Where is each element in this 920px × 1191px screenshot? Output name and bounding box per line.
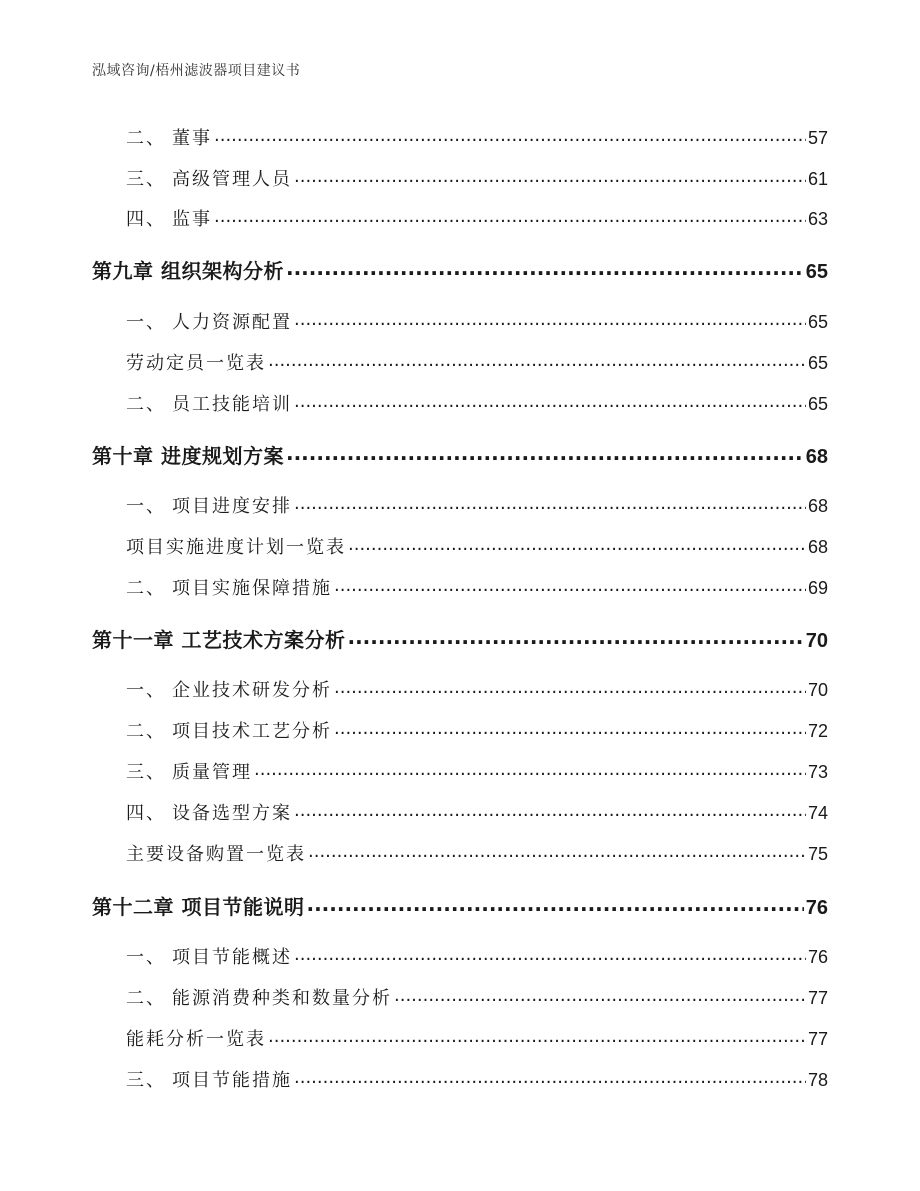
toc-entry[interactable] bbox=[126, 676, 828, 702]
toc-leader-dots bbox=[268, 351, 806, 369]
toc-entry-page: 76 bbox=[807, 947, 828, 967]
toc-entry-page: 73 bbox=[807, 762, 828, 782]
toc-leader-dots bbox=[294, 945, 806, 963]
toc-leader-dots bbox=[334, 678, 806, 696]
toc-chapter-title: 第十二章 项目节能说明 bbox=[92, 895, 305, 919]
toc-entry[interactable] bbox=[126, 984, 828, 1010]
toc-leader-dots bbox=[214, 207, 806, 225]
toc-chapter-entry[interactable] bbox=[92, 624, 828, 653]
toc-entry-number: 一、 bbox=[126, 680, 166, 701]
toc-chapter-entry[interactable] bbox=[92, 440, 828, 469]
toc-chapter-page: 70 bbox=[805, 630, 828, 652]
toc-entry-title: 人力资源配置 bbox=[172, 312, 292, 333]
toc-leader-dots bbox=[294, 801, 806, 819]
toc-entry[interactable] bbox=[126, 390, 828, 416]
toc-entry[interactable] bbox=[126, 943, 828, 969]
toc-entry-title: 董事 bbox=[172, 128, 212, 149]
toc-entry-title: 企业技术研发分析 bbox=[172, 680, 332, 701]
toc-entry[interactable] bbox=[126, 758, 828, 784]
toc-entry[interactable] bbox=[126, 349, 828, 375]
toc-entry-title: 能耗分析一览表 bbox=[126, 1029, 266, 1050]
toc-entry-title: 主要设备购置一览表 bbox=[126, 844, 306, 865]
toc-entry[interactable] bbox=[126, 492, 828, 518]
toc-entry-title: 项目实施进度计划一览表 bbox=[126, 537, 346, 558]
toc-entry-page: 74 bbox=[807, 803, 828, 823]
toc-leader-dots bbox=[286, 443, 804, 463]
toc-entry-page: 65 bbox=[807, 353, 828, 373]
toc-entry-number: 二、 bbox=[126, 394, 166, 415]
toc-entry[interactable] bbox=[126, 533, 828, 559]
toc-entry-number: 二、 bbox=[126, 988, 166, 1009]
toc-entry-title: 员工技能培训 bbox=[172, 394, 292, 415]
toc-leader-dots bbox=[214, 126, 806, 144]
toc-entry-page: 69 bbox=[807, 578, 828, 598]
toc-entry-page: 61 bbox=[807, 169, 828, 189]
toc-chapter-page: 65 bbox=[805, 261, 828, 283]
toc-entry-number: 一、 bbox=[126, 312, 166, 333]
toc-entry-title: 质量管理 bbox=[172, 762, 252, 783]
toc-leader-dots bbox=[348, 535, 806, 553]
toc-leader-dots bbox=[294, 310, 806, 328]
toc-entry-number: 二、 bbox=[126, 128, 166, 149]
toc-leader-dots bbox=[294, 494, 806, 512]
toc-entry-title: 项目进度安排 bbox=[172, 496, 292, 517]
toc-entry-title: 项目技术工艺分析 bbox=[172, 721, 332, 742]
toc-entry-number: 一、 bbox=[126, 947, 166, 968]
toc-chapter-page: 68 bbox=[805, 446, 828, 468]
toc-leader-dots bbox=[286, 258, 804, 278]
toc-entry-title: 设备选型方案 bbox=[172, 803, 292, 824]
toc-entry-page: 68 bbox=[807, 537, 828, 557]
toc-entry-title: 项目节能措施 bbox=[172, 1070, 292, 1091]
toc-entry-page: 68 bbox=[807, 496, 828, 516]
toc-entry[interactable] bbox=[126, 165, 828, 191]
toc-leader-dots bbox=[334, 719, 806, 737]
toc-leader-dots bbox=[268, 1027, 806, 1045]
toc-entry[interactable] bbox=[126, 717, 828, 743]
toc-leader-dots bbox=[294, 167, 806, 185]
toc-entry-page: 75 bbox=[807, 844, 828, 864]
toc-chapter-title: 第九章 组织架构分析 bbox=[92, 259, 284, 283]
toc-chapter-title: 第十一章 工艺技术方案分析 bbox=[92, 628, 346, 652]
toc-leader-dots bbox=[334, 576, 806, 594]
toc-chapter-title: 第十章 进度规划方案 bbox=[92, 444, 284, 468]
toc-entry-page: 78 bbox=[807, 1070, 828, 1090]
toc-chapter-entry[interactable] bbox=[92, 255, 828, 284]
toc-entry-title: 劳动定员一览表 bbox=[126, 353, 266, 374]
toc-entry-number: 一、 bbox=[126, 496, 166, 517]
toc-leader-dots bbox=[254, 760, 806, 778]
toc-entry-title: 高级管理人员 bbox=[172, 169, 292, 190]
toc-entry-title: 监事 bbox=[172, 209, 212, 230]
toc-entry-page: 63 bbox=[807, 209, 828, 229]
toc-entry-page: 77 bbox=[807, 988, 828, 1008]
toc-entry[interactable] bbox=[126, 840, 828, 866]
toc-entry[interactable] bbox=[126, 1025, 828, 1051]
toc-entry-page: 77 bbox=[807, 1029, 828, 1049]
toc-entry-title: 项目节能概述 bbox=[172, 947, 292, 968]
toc-entry-page: 70 bbox=[807, 680, 828, 700]
toc-entry-number: 三、 bbox=[126, 1070, 166, 1091]
toc-entry[interactable] bbox=[126, 205, 828, 231]
toc-leader-dots bbox=[308, 842, 806, 860]
toc-entry-page: 57 bbox=[807, 128, 828, 148]
toc-entry[interactable] bbox=[126, 308, 828, 334]
toc-entry-number: 四、 bbox=[126, 209, 166, 230]
page-header: 泓域咨询/梧州滤波器项目建议书 bbox=[92, 63, 301, 79]
toc-entry-number: 三、 bbox=[126, 169, 166, 190]
toc-entry-title: 能源消费种类和数量分析 bbox=[172, 988, 392, 1009]
toc-entry[interactable] bbox=[126, 799, 828, 825]
toc-entry-number: 三、 bbox=[126, 762, 166, 783]
toc-leader-dots bbox=[347, 627, 803, 647]
toc-leader-dots bbox=[394, 986, 806, 1004]
toc-entry[interactable] bbox=[126, 574, 828, 600]
toc-entry-number: 二、 bbox=[126, 578, 166, 599]
toc-entry-page: 65 bbox=[807, 312, 828, 332]
toc-chapter-page: 76 bbox=[805, 897, 828, 919]
toc-entry[interactable] bbox=[126, 1066, 828, 1092]
toc-leader-dots bbox=[294, 392, 806, 410]
toc-chapter-entry[interactable] bbox=[92, 891, 828, 920]
toc-entry-page: 65 bbox=[807, 394, 828, 414]
toc-entry[interactable] bbox=[126, 124, 828, 150]
toc-leader-dots bbox=[294, 1068, 806, 1086]
toc-entry-number: 四、 bbox=[126, 803, 166, 824]
toc-entry-title: 项目实施保障措施 bbox=[172, 578, 332, 599]
toc-leader-dots bbox=[306, 894, 803, 914]
toc-entry-number: 二、 bbox=[126, 721, 166, 742]
toc-entry-page: 72 bbox=[807, 721, 828, 741]
